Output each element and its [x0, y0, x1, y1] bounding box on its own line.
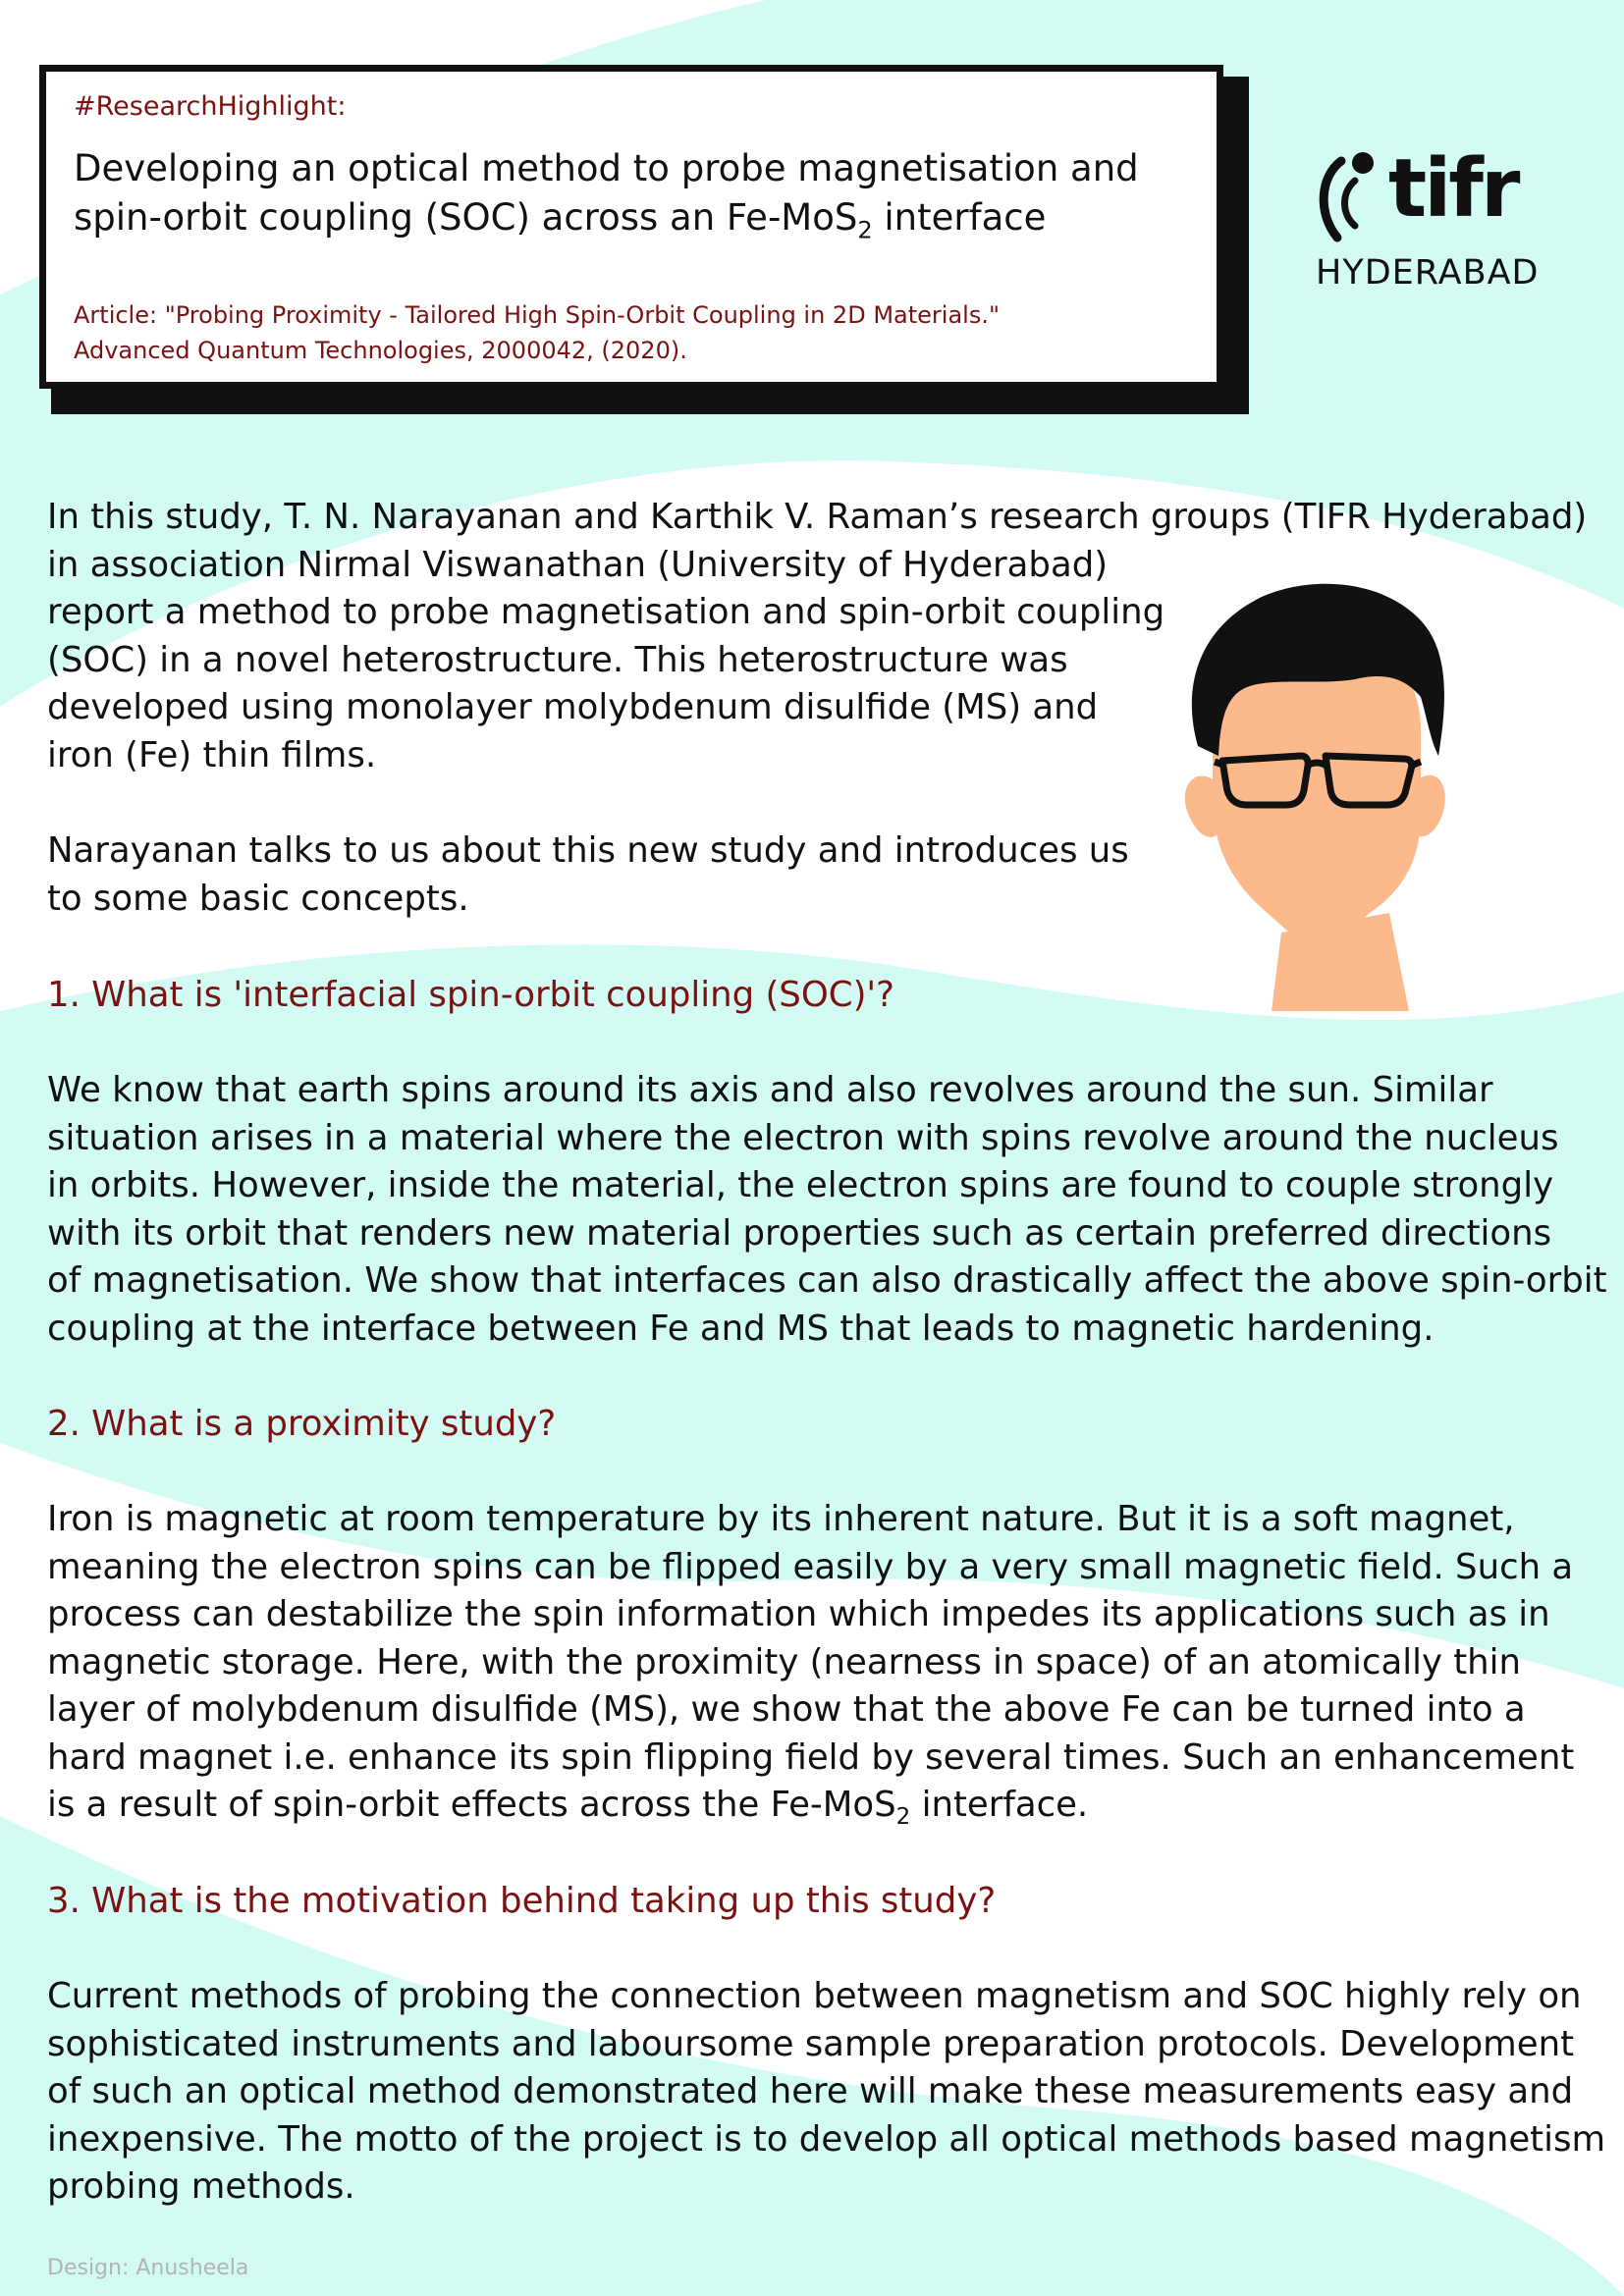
researcher-portrait-illustration	[1154, 569, 1468, 1011]
tifr-hyderabad-logo	[1312, 142, 1547, 302]
text-line: (SOC) in a novel heterostructure. This heterostructure was	[47, 639, 1068, 680]
text-line: of magnetisation. We show that interfaces can also drastically affect the above spin-orbit	[47, 1260, 1607, 1301]
box-face	[39, 65, 1223, 389]
answer-2	[47, 1496, 1574, 1842]
logo-subtitle: HYDERABAD	[1316, 253, 1540, 293]
text-line: hard magnet i.e. enhance its spin flipping field by several times. Such an enhancement	[47, 1736, 1575, 1778]
right-ear	[1413, 775, 1445, 837]
text-line: with its orbit that renders new material properties such as certain preferred directions	[47, 1212, 1552, 1254]
article-title: Article: "Probing Proximity - Tailored High Spin-Orbit Coupling in 2D Materials."	[74, 301, 1000, 329]
tifr-swoosh-icon	[1312, 149, 1390, 247]
logo-wordmark: tifr	[1388, 142, 1518, 236]
left-ear	[1185, 776, 1218, 837]
text-line: in orbits. However, inside the material, the electron spins are found to couple strongly	[47, 1165, 1554, 1205]
question-1: 1. What is 'interfacial spin-orbit coupling (SOC)'?	[47, 975, 895, 1015]
headline-line-1: Developing an optical method to probe magnetisation and	[74, 147, 1139, 189]
text-line: to some basic concepts.	[47, 878, 469, 919]
article-citation	[74, 297, 1193, 368]
text-line: sophisticated instruments and laboursome sample preparation protocols. Development	[47, 2023, 1575, 2064]
intro-paragraph-2	[47, 828, 1129, 923]
text-line: coupling at the interface between Fe and MS that leads to magnetic hardening.	[47, 1308, 1435, 1349]
design-credit: Design: Anusheela	[47, 2256, 249, 2280]
text-line: Current methods of probing the connection between magnetism and SOC highly rely on	[47, 1976, 1582, 2016]
text-line: Narayanan talks to us about this new study and introduces us	[47, 830, 1129, 871]
text-line: inexpensive. The motto of the project is to develop all optical methods based magnetism	[47, 2118, 1606, 2160]
headline-line-2: spin-orbit coupling (SOC) across an Fe-MoS$_2$ interface	[74, 196, 1047, 244]
headline	[74, 144, 1193, 254]
text-line: process can destabilize the spin information which impedes its applications such as in	[47, 1594, 1550, 1634]
answer-3	[47, 1973, 1605, 2212]
text-line: We know that earth spins around its axis and also revolves around the sun. Similar	[47, 1070, 1493, 1110]
text-line: of such an optical method demonstrated here will make these measurements easy and	[47, 2071, 1574, 2111]
research-highlight-tag: #ResearchHighlight:	[74, 91, 347, 122]
text-line: report a method to probe magnetisation and spin-orbit coupling	[47, 592, 1165, 632]
text-line: developed using monolayer molybdenum disulfide (MS) and	[47, 687, 1099, 727]
research-highlight-box	[39, 65, 1237, 402]
question-3: 3. What is the motivation behind taking up this study?	[47, 1881, 997, 1921]
text-line: iron (Fe) thin films.	[47, 734, 377, 775]
text-line: probing methods.	[47, 2166, 355, 2207]
article-journal: Advanced Quantum Technologies, 2000042, (2020).	[74, 337, 687, 364]
question-2: 2. What is a proximity study?	[47, 1404, 557, 1444]
text-line: situation arises in a material where the electron with spins revolve around the nucleus	[47, 1117, 1559, 1158]
text-line: magnetic storage. Here, with the proximity (nearness in space) of an atomically thin	[47, 1641, 1522, 1682]
text-line: in association Nirmal Viswanathan (University of Hyderabad)	[47, 544, 1109, 585]
text-line: is a result of spin-orbit effects across the Fe-MoS$_2$ interface.	[47, 1785, 1089, 1831]
text-line: layer of molybdenum disulfide (MS), we show that the above Fe can be turned into a	[47, 1689, 1526, 1730]
text-line: meaning the electron spins can be flipped easily by a very small magnetic field. Such a	[47, 1546, 1574, 1587]
answer-1	[47, 1067, 1607, 1353]
text-line: In this study, T. N. Narayanan and Karthik V. Raman’s research groups (TIFR Hyderabad)	[47, 497, 1588, 537]
text-line: Iron is magnetic at room temperature by its inherent nature. But it is a soft magnet,	[47, 1499, 1515, 1539]
